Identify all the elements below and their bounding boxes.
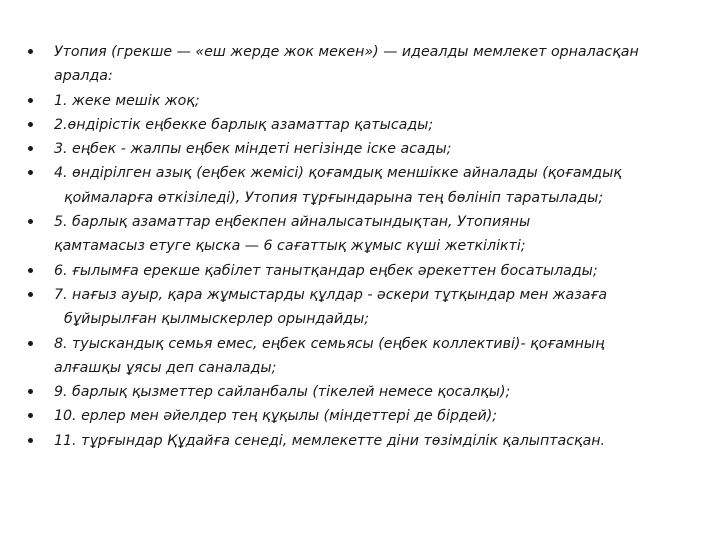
list-item-line: 1. жеке мешік жоқ; [54,92,200,109]
list-item [26,113,696,137]
list-item-line: 4. өндірілген азық (еңбек жемісі) қоғамдық меншікке айналады (қоғамдық [54,165,622,182]
list-item [26,89,696,113]
list-item [26,283,696,332]
list-item-text [54,283,696,332]
bullet-list [26,40,696,453]
bullet-icon [28,219,33,224]
list-item-text [54,259,696,283]
list-item-line: аралда: [54,68,113,85]
list-item-text [54,40,696,89]
list-item-line: бұйырылған қылмыскерлер орындайды; [64,311,370,328]
list-item-text [54,380,696,404]
list-item-line: 5. барлық азаматтар еңбекпен айналысатындықтан, Утопияны [54,214,531,231]
list-item-line: 11. тұрғындар Құдайға сенеді, мемлекетте діни төзімділік қалыптасқан. [54,432,606,449]
list-item [26,380,696,404]
list-item-line: Утопия (грекше — «еш жерде жок мекен») — идеалды мемлекет орналасқан [54,44,639,60]
list-item-line: алғашқы ұясы деп саналады; [54,359,277,376]
list-item-text [54,89,696,113]
list-item [26,40,696,89]
bullet-icon [28,122,33,127]
list-item-line: 3. еңбек - жалпы еңбек міндеті негізінде іске асады; [54,141,452,158]
list-item [26,161,696,210]
list-item [26,137,696,161]
list-item-text [54,113,696,137]
bullet-icon [28,98,33,103]
list-item-text [54,332,696,381]
list-item-text [54,404,696,428]
list-item-text [54,137,696,161]
list-item-line: 2.өндірістік еңбекке барлық азаматтар қатысады; [54,116,434,133]
bullet-icon [28,438,33,443]
list-item [26,332,696,381]
bullet-icon [28,170,33,175]
list-item-line: 10. ерлер мен әйелдер тең құқылы (міндеттері де бірдей); [54,408,498,425]
list-item-line: 8. туыскандық семья емес, еңбек семьясы (еңбек коллективі)- қоғамның [54,335,605,352]
list-item-line: 9. барлық қызметтер сайланбалы (тікелей немесе қосалқы); [54,384,511,401]
list-item-text [54,210,696,259]
bullet-icon [28,413,33,418]
list-item-line: қоймаларға өткізіледі), Утопия тұрғындарына тең бөлініп таратылады; [64,189,604,206]
list-item-text [54,429,696,453]
bullet-icon [28,292,33,297]
bullet-icon [28,49,33,54]
bullet-icon [28,389,33,394]
list-item-line: 6. ғылымға ерекше қабілет танытқандар еңбек әрекеттен босатылады; [54,262,598,279]
list-item [26,429,696,453]
list-item-text [54,161,696,210]
bullet-icon [28,268,33,273]
list-item-line: қамтамасыз етуге қыска — 6 сағаттық жұмыс күші жеткілікті; [54,238,526,255]
list-item [26,259,696,283]
list-item-line: 7. нағыз ауыр, қара жұмыстарды құлдар - әскери тұтқындар мен жазаға [54,286,608,303]
list-item [26,210,696,259]
bullet-icon [28,341,33,346]
list-item [26,404,696,428]
bullet-icon [28,146,33,151]
